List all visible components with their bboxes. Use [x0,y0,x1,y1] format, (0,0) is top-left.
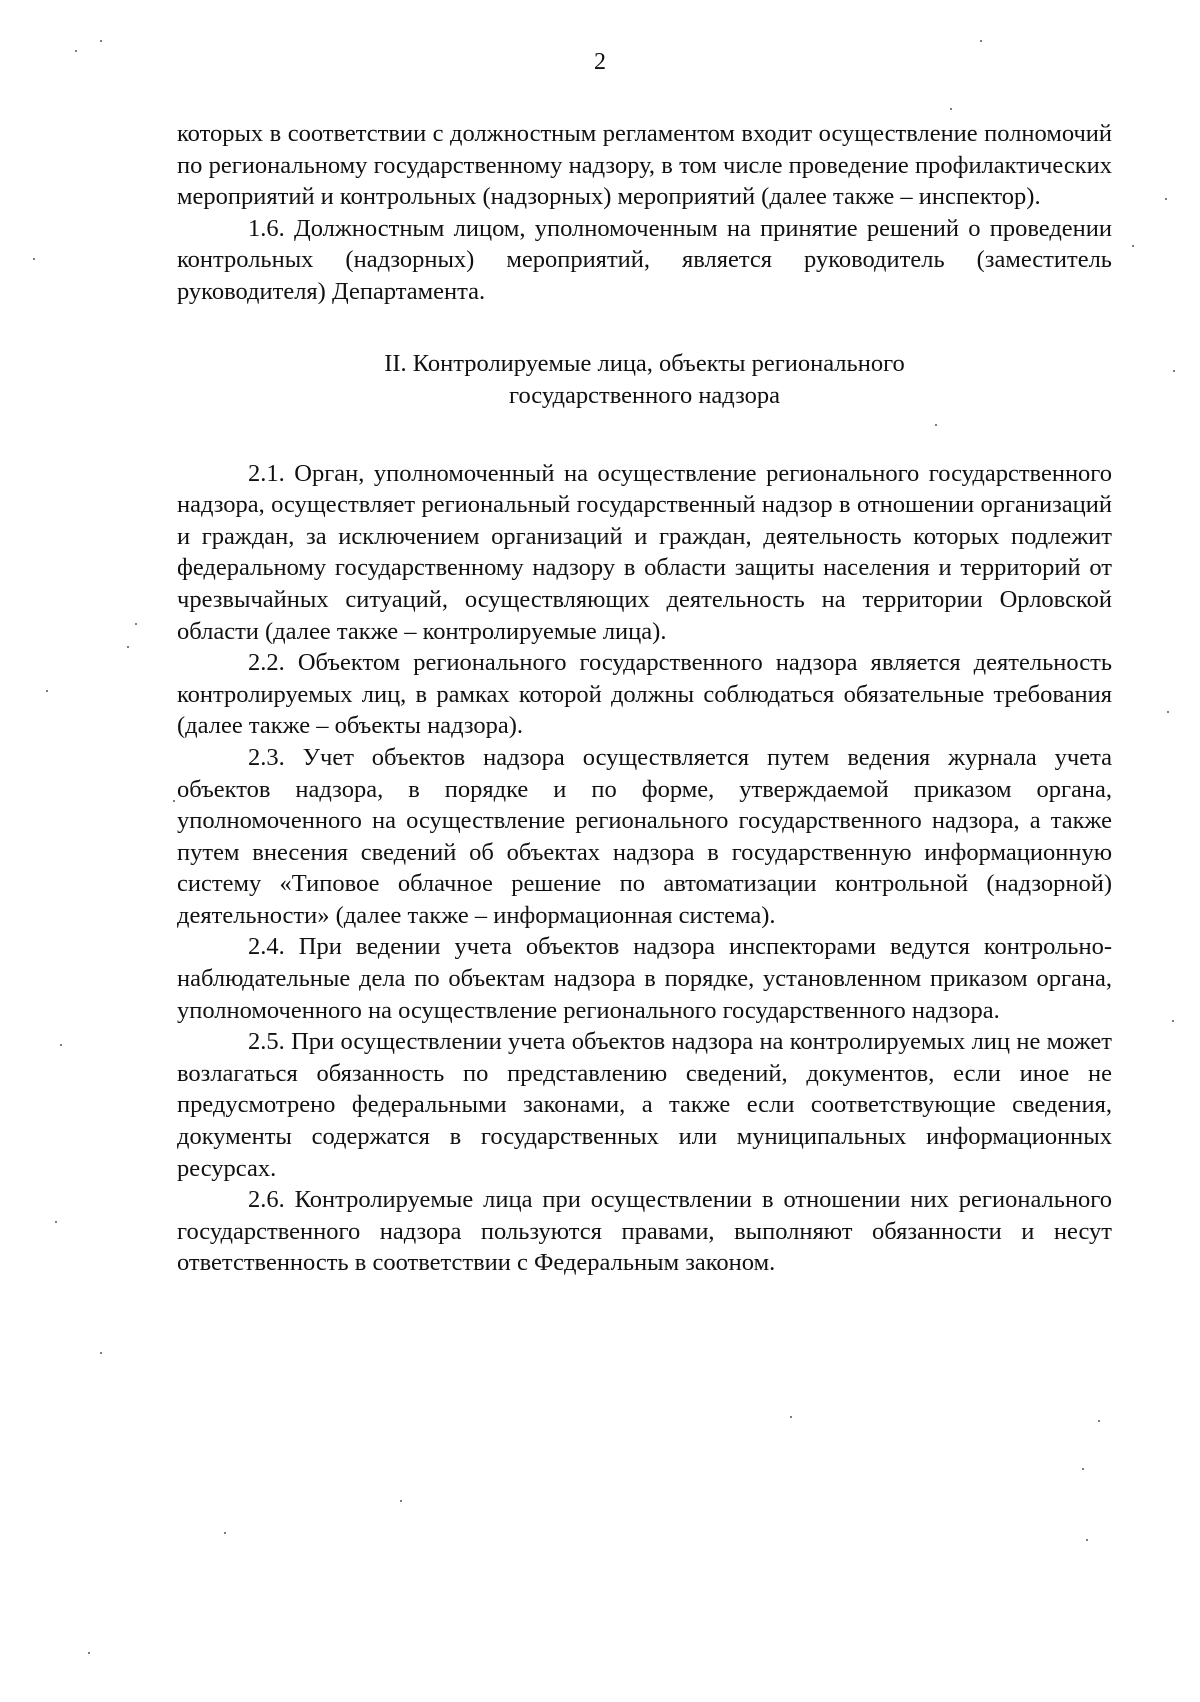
scan-speck [224,1532,226,1534]
scan-speck [1167,711,1169,713]
scan-speck [950,108,952,110]
scan-speck [1165,198,1167,200]
scan-speck [980,40,982,42]
scan-speck [100,1352,102,1354]
paragraph-1-6: 1.6. Должностным лицом, уполномоченным на принятие решений о проведении контрольных (надзорных) мероприятий, является руководитель (заместитель руководителя) Департамента. [177,214,1112,305]
scan-speck [1172,1020,1174,1022]
paragraph-2-4: 2.4. При ведении учета объектов надзора инспекторами ведутся контрольно-наблюдательные дела по объектам надзора в порядке, установленном приказом органа, уполномоченного на осуществление регионального государственного надзора. [177,933,1112,1024]
scan-speck [127,646,129,648]
paragraph-2-5: 2.5. При осуществлении учета объектов надзора на контролируемых лиц не может возлагаться обязанность по представлению сведений, документов, если иное не предусмотрено федеральными законами, а также если соответствующие сведения, документы содержатся в государственных или муниципальных информационных ресурсах. [177,1028,1112,1182]
scan-speck [1098,1420,1100,1422]
paragraph-2-6: 2.6. Контролируемые лица при осуществлении в отношении них регионального государственного надзора пользуются правами, выполняют обязанности и несут ответственность в соответствии с Федеральным законом. [177,1186,1112,1277]
scan-speck [55,1221,57,1223]
paragraph-2-1: 2.1. Орган, уполномоченный на осуществление регионального государственного надзора, осуществляет региональный государственный надзор в отношении организаций и граждан, за исключением организаций и граждан, деятельность которых подлежит федеральному государственному надзору в области защиты населения и территорий от чрезвычайных ситуаций, осуществляющих деятельность на территории Орловской области (далее также – контролируемые лица). [177,459,1112,645]
scan-speck [1082,1468,1084,1470]
document-body [177,118,1112,1279]
scan-speck [60,1044,62,1046]
scan-speck [1173,370,1175,372]
paragraph-intro: которых в соответствии с должностным регламентом входит осуществление полномочий по региональному государственному надзору, в том числе проведение профилактических мероприятий и контрольных (надзорных) мероприятий (далее также – инспектор). [177,120,1112,211]
section-heading-line-2: государственного надзора [509,381,780,409]
paragraph-2-2: 2.2. Объектом регионального государственного надзора является деятельность контролируемых лиц, в рамках которой должны соблюдаться обязательные требования (далее также – объекты надзора). [177,649,1112,740]
section-heading [177,348,1112,412]
page-number: 2 [594,49,606,75]
scan-speck [33,258,35,260]
scan-speck [1132,245,1134,247]
scan-speck [935,424,937,426]
scan-speck [46,690,48,692]
scan-speck [1086,1539,1088,1541]
scan-speck [790,1416,792,1418]
scan-speck [100,40,102,42]
scan-speck [75,50,77,52]
scan-speck [400,1500,402,1502]
scan-speck [173,800,175,802]
scan-speck [135,623,137,625]
scan-speck [88,1652,90,1654]
paragraph-2-3: 2.3. Учет объектов надзора осуществляется путем ведения журнала учета объектов надзора, в порядке и по форме, утверждаемой приказом органа, уполномоченного на осуществление регионального государственного надзора, а также путем внесения сведений об объектах надзора в государственную информационную систему «Типовое облачное решение по автоматизации контрольной (надзорной) деятельности» (далее также – информационная система). [177,743,1112,929]
section-heading-line-1: II. Контролируемые лица, объекты регионального [384,349,905,377]
